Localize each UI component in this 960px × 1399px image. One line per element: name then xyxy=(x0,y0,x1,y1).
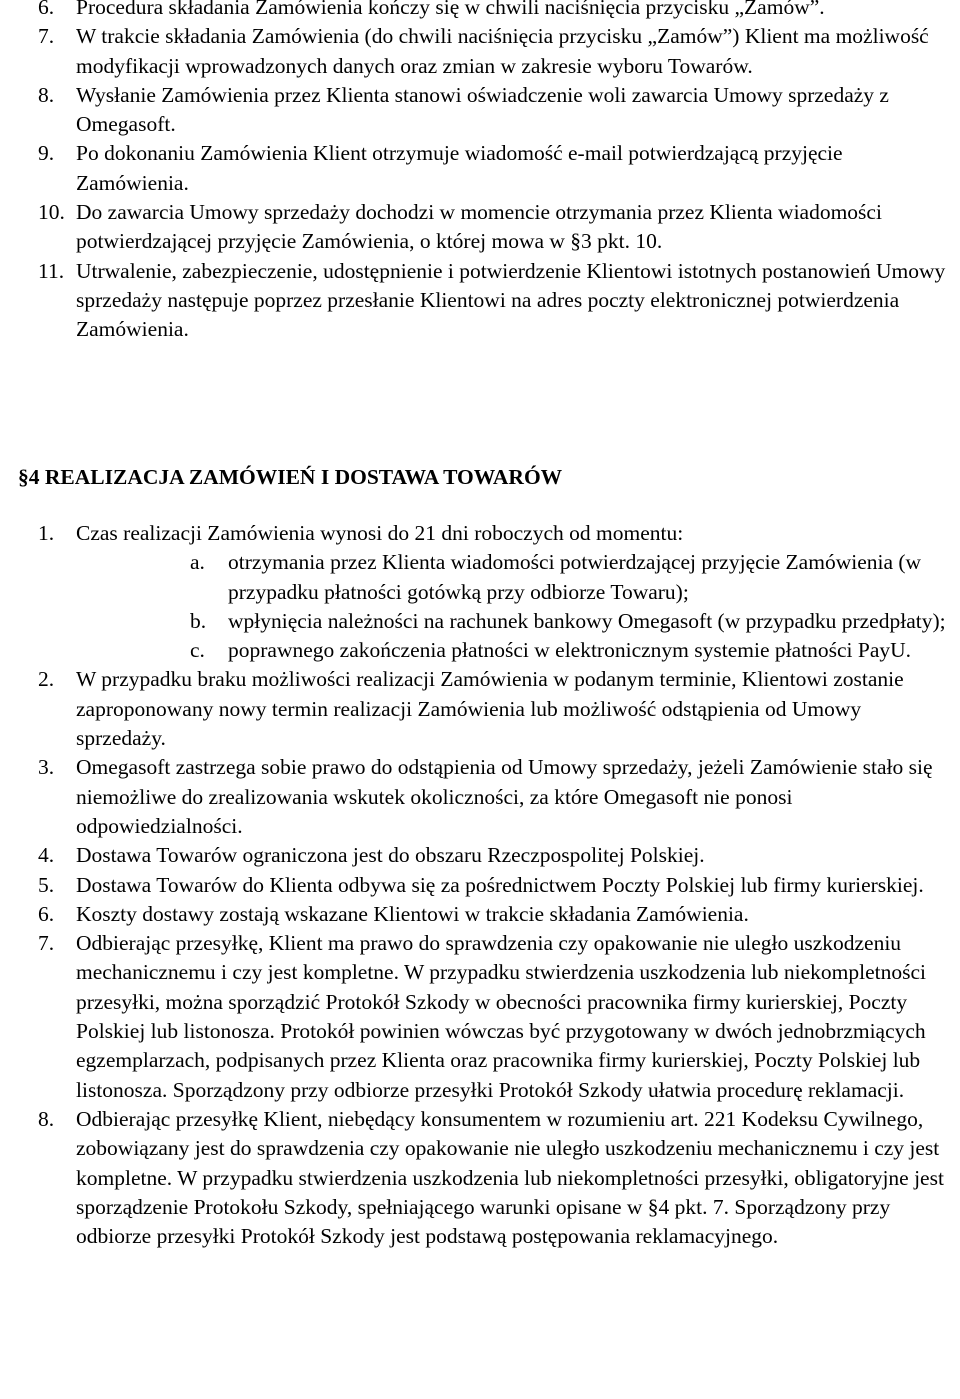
list-item xyxy=(0,1105,952,1251)
item-number: 11. xyxy=(38,258,65,283)
item-number: 7. xyxy=(38,931,55,956)
delivery-terms-list xyxy=(0,519,952,1251)
item-text: Dostawa Towarów ograniczona jest do obszaru Rzeczpospolitej Polskiej. xyxy=(76,843,705,868)
item-number: 6. xyxy=(38,901,55,926)
list-item xyxy=(0,871,952,900)
list-item xyxy=(0,0,950,22)
item-text: Odbierając przesyłkę, Klient ma prawo do sprawdzenia czy opakowanie nie uległo uszkodzeniu mechanicznemu i czy jest kompletne. W przypadku stwierdzenia uszkodzenia lub niekompletności przesyłki, można sporządzić Protokół Szkody w obecności pracownika firmy kurierskiej, Poczty Polskiej lub listonosza. Protokół powinien wówczas być przygotowany w dwóch jednobrzmiących egzemplarzach, podpisanych przez Klienta oraz pracownika firmy kurierskiej, Poczty Polskiej lub listonosza. Sporządzony przy odbiorze przesyłki Protokół Szkody ułatwia procedurę reklamacji. xyxy=(76,931,926,1102)
sub-item-letter: a. xyxy=(190,550,205,575)
item-number: 3. xyxy=(38,755,55,780)
item-text: Czas realizacji Zamówienia wynosi do 21 dni roboczych od momentu: xyxy=(76,521,684,545)
list-item xyxy=(0,198,950,257)
item-text: Koszty dostawy zostają wskazane Klientowi w trakcie składania Zamówienia. xyxy=(76,901,749,926)
item-text: W trakcie składania Zamówienia (do chwili naciśnięcia przycisku „Zamów”) Klient ma możliwość modyfikacji wprowadzonych danych oraz zmian w zakresie wyboru Towarów. xyxy=(76,24,929,78)
sub-list-item xyxy=(76,548,952,607)
item-number: 7. xyxy=(38,24,55,49)
item-text: Omegasoft zastrzega sobie prawo do odstąpienia od Umowy sprzedaży, jeżeli Zamówienie stało się niemożliwe do zrealizowania wskutek okoliczności, za które Omegasoft nie ponosi odpowiedzialności. xyxy=(76,755,933,838)
list-item xyxy=(0,519,952,665)
item-text: Po dokonaniu Zamówienia Klient otrzymuje wiadomość e-mail potwierdzającą przyjęcie Zamówienia. xyxy=(76,141,843,195)
item-text: Utrwalenie, zabezpieczenie, udostępnienie i potwierdzenie Klientowi istotnych postanowień Umowy sprzedaży następuje poprzez przesłanie Klientowi na adres poczty elektronicznej potwierdzenia Zamówienia. xyxy=(76,258,946,342)
item-number: 8. xyxy=(38,82,55,107)
list-item xyxy=(0,753,952,841)
list-item xyxy=(0,665,952,753)
item-text: Procedura składania Zamówienia kończy się w chwili naciśnięcia przycisku „Zamów”. xyxy=(76,0,825,19)
list-item xyxy=(0,900,952,929)
item-text: Do zawarcia Umowy sprzedaży dochodzi w momencie otrzymania przez Klienta wiadomości potwierdzającej przyjęcie Zamówienia, o której mowa w §3 pkt. 10. xyxy=(76,200,882,254)
item-number: 1. xyxy=(38,521,55,545)
sub-list xyxy=(76,548,952,665)
sub-item-text: wpłynięcia należności na rachunek bankowy Omegasoft (w przypadku przedpłaty); xyxy=(228,608,946,633)
item-number: 2. xyxy=(38,667,55,692)
sub-item-text: poprawnego zakończenia płatności w elektronicznym systemie płatności PayU. xyxy=(228,638,912,663)
sub-item-text: otrzymania przez Klienta wiadomości potwierdzającej przyjęcie Zamówienia (w przypadku płatności gotówką przy odbiorze Towaru); xyxy=(228,550,922,604)
sub-item-letter: c. xyxy=(190,638,205,663)
item-number: 6. xyxy=(38,0,55,19)
sub-list-item xyxy=(76,636,960,665)
item-number: 4. xyxy=(38,843,55,868)
item-number: 5. xyxy=(38,872,55,897)
list-item xyxy=(0,139,950,198)
item-text: Odbierając przesyłkę Klient, niebędący konsumentem w rozumieniu art. 221 Kodeksu Cywilnego, zobowiązany jest do sprawdzenia czy opakowanie nie uległo uszkodzeniu mechanicznemu i czy jest kompletne. W przypadku stwierdzenia uszkodzenia lub niekompletności przesyłki, obligatoryjne jest sporządzenie Protokołu Szkody, spełniającego warunki opisane w §4 pkt. 7. Sporządzony przy odbiorze przesyłki Protokół Szkody jest podstawą postępowania reklamacyjnego. xyxy=(76,1106,944,1249)
list-item xyxy=(0,841,952,870)
sub-item-letter: b. xyxy=(190,608,207,633)
item-text: Wysłanie Zamówienia przez Klienta stanowi oświadczenie woli zawarcia Umowy sprzedaży z Omegasoft. xyxy=(76,82,889,137)
list-item xyxy=(0,81,950,140)
list-item xyxy=(0,257,950,345)
list-item xyxy=(0,929,952,1105)
item-text: W przypadku braku możliwości realizacji Zamówienia w podanym terminie, Klientowi zostanie zaproponowany nowy termin realizacji Zamówienia lub możliwość odstąpienia od Umowy sprzedaży. xyxy=(76,667,904,751)
list-item xyxy=(0,22,950,81)
ordering-procedure-list xyxy=(0,0,950,345)
item-number: 8. xyxy=(38,1106,55,1131)
section-heading: §4 REALIZACJA ZAMÓWIEŃ I DOSTAWA TOWARÓW xyxy=(18,465,563,489)
item-text: Dostawa Towarów do Klienta odbywa się za pośrednictwem Poczty Polskiej lub firmy kurierskiej. xyxy=(76,872,924,897)
item-number: 10. xyxy=(38,200,65,225)
item-number: 9. xyxy=(38,141,55,166)
sub-list-item xyxy=(76,607,952,636)
